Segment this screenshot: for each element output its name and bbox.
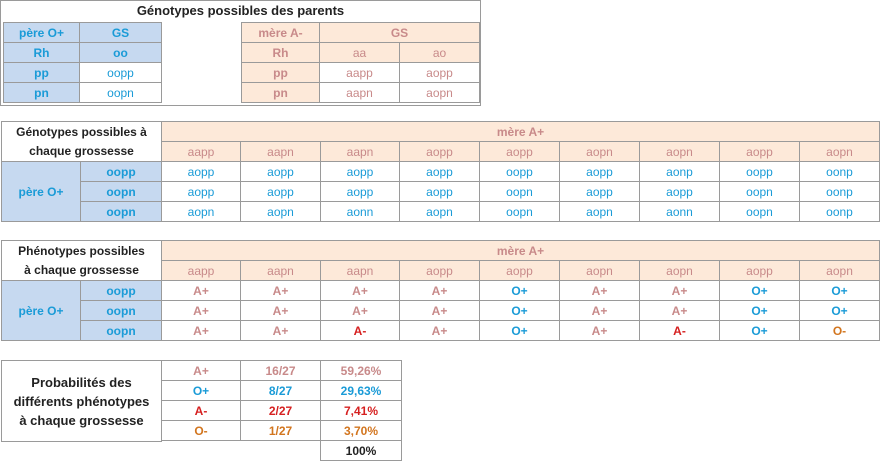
genotype-cell: oonp xyxy=(800,162,880,182)
genotype-cell: aopp xyxy=(560,182,640,202)
mother-gs-header: GS xyxy=(320,23,480,43)
father-genotype-row: oopn xyxy=(81,202,162,222)
offspring-genotypes-table xyxy=(1,121,880,222)
phenotype-cell: O+ xyxy=(800,281,880,301)
mother-genotype-col: aopn xyxy=(560,261,640,281)
genotype-cell: oopn xyxy=(720,182,800,202)
phenotype-cell: A- xyxy=(640,321,720,341)
genotype-cell: aopn xyxy=(560,202,640,222)
father-label: père O+ xyxy=(2,281,81,341)
phenotype-cell: A+ xyxy=(640,301,720,321)
mother-row-label: Rh xyxy=(242,43,320,63)
genotype-cell: aopp xyxy=(162,162,241,182)
phenotype-cell: O+ xyxy=(800,301,880,321)
mother-header: mère A- xyxy=(242,23,320,43)
phenotype-label: O- xyxy=(162,421,241,441)
mother-genotype-col: aopp xyxy=(400,261,480,281)
phenotype-cell: A+ xyxy=(560,301,640,321)
phenotype-cell: O+ xyxy=(720,321,800,341)
probability-percent: 3,70% xyxy=(321,421,402,441)
mother-genotype-col: aapn xyxy=(241,142,321,162)
phenotype-cell: O+ xyxy=(480,321,560,341)
phenotypes-section-title xyxy=(2,241,162,281)
mother-cell: aa xyxy=(320,43,400,63)
mother-genotype-col: aopn xyxy=(560,142,640,162)
genotype-cell: oopp xyxy=(480,162,560,182)
father-row-label: pp xyxy=(4,63,80,83)
genotype-cell: aopp xyxy=(321,182,400,202)
phenotype-cell: A+ xyxy=(162,281,241,301)
mother-genotype-col: aopp xyxy=(720,261,800,281)
probabilities-table xyxy=(161,360,402,461)
mother-row-label: pp xyxy=(242,63,320,83)
phenotype-cell: A+ xyxy=(400,321,480,341)
empty-cell xyxy=(162,441,241,461)
mother-genotype-col: aapn xyxy=(321,142,400,162)
genotype-cell: oopn xyxy=(480,202,560,222)
probabilities-label-box xyxy=(1,360,162,442)
mother-cell: aopn xyxy=(400,83,480,103)
phenotype-cell: O+ xyxy=(480,301,560,321)
phenotype-cell: O+ xyxy=(480,281,560,301)
probability-fraction: 8/27 xyxy=(241,381,321,401)
phenotype-cell: O+ xyxy=(720,301,800,321)
genotype-cell: oonp xyxy=(800,202,880,222)
genotypes-title-line1: Génotypes possibles à xyxy=(16,124,147,139)
genotype-cell: oopn xyxy=(720,202,800,222)
father-header: père O+ xyxy=(4,23,80,43)
probabilities-label-line1: Probabilités des xyxy=(31,374,132,390)
mother-genotype-col: aopn xyxy=(640,261,720,281)
phenotype-cell: A- xyxy=(321,321,400,341)
mother-genotype-col: aopp xyxy=(400,142,480,162)
genotypes-title-line2: chaque grossesse xyxy=(29,143,134,158)
mother-genotype-col: aopn xyxy=(800,261,880,281)
father-row-label: Rh xyxy=(4,43,80,63)
mother-genotype-col: aopn xyxy=(800,142,880,162)
phenotype-cell: A+ xyxy=(241,281,321,301)
genotype-cell: aonn xyxy=(321,202,400,222)
phenotype-cell: O- xyxy=(800,321,880,341)
phenotype-cell: A+ xyxy=(400,281,480,301)
father-cell: oopp xyxy=(80,63,162,83)
empty-cell xyxy=(241,441,321,461)
phenotype-cell: A+ xyxy=(241,301,321,321)
father-cell: oopn xyxy=(80,83,162,103)
mother-genotype-col: aapp xyxy=(162,261,241,281)
genotype-cell: aonp xyxy=(640,162,720,182)
father-cell: oo xyxy=(80,43,162,63)
genotype-cell: oopp xyxy=(720,162,800,182)
probability-percent: 29,63% xyxy=(321,381,402,401)
probability-fraction: 16/27 xyxy=(241,361,321,381)
phenotypes-title-line2: à chaque grossesse xyxy=(24,262,139,277)
mother-genotype-col: aapn xyxy=(321,261,400,281)
phenotype-label: O+ xyxy=(162,381,241,401)
father-genotype-row: oopn xyxy=(81,182,162,202)
father-row-label: pn xyxy=(4,83,80,103)
probabilities-label-line2: différents phénotypes xyxy=(13,393,150,409)
genotype-cell: aopp xyxy=(241,182,321,202)
phenotype-label: A+ xyxy=(162,361,241,381)
father-gs-header: GS xyxy=(80,23,162,43)
phenotypes-title-line1: Phénotypes possibles xyxy=(18,243,145,258)
probability-fraction: 1/27 xyxy=(241,421,321,441)
mother-genotype-col: aopp xyxy=(480,261,560,281)
mother-label: mère A+ xyxy=(162,241,880,261)
genotype-cell: aopp xyxy=(162,182,241,202)
father-genotype-row: oopp xyxy=(81,281,162,301)
father-genotype-table xyxy=(3,22,162,103)
mother-label: mère A+ xyxy=(162,122,880,142)
probability-percent: 59,26% xyxy=(321,361,402,381)
phenotype-cell: O+ xyxy=(720,281,800,301)
genotype-cell: aopp xyxy=(241,162,321,182)
phenotype-cell: A+ xyxy=(321,281,400,301)
mother-genotype-col: aopn xyxy=(640,142,720,162)
father-label: père O+ xyxy=(2,162,81,222)
genotype-cell: aopn xyxy=(241,202,321,222)
mother-row-label: pn xyxy=(242,83,320,103)
mother-cell: aapn xyxy=(320,83,400,103)
genotype-cell: oopn xyxy=(480,182,560,202)
phenotype-cell: A+ xyxy=(162,321,241,341)
genotype-cell: aonn xyxy=(640,202,720,222)
father-genotype-row: oopn xyxy=(81,321,162,341)
mother-cell: ao xyxy=(400,43,480,63)
mother-genotype-col: aapn xyxy=(241,261,321,281)
phenotype-cell: A+ xyxy=(560,281,640,301)
mother-genotype-col: aopp xyxy=(720,142,800,162)
genotype-cell: oonp xyxy=(800,182,880,202)
father-genotype-row: oopn xyxy=(81,301,162,321)
mother-genotype-table xyxy=(241,22,480,103)
phenotype-cell: A+ xyxy=(321,301,400,321)
father-genotype-row: oopp xyxy=(81,162,162,182)
genotypes-section-title xyxy=(2,122,162,162)
phenotype-cell: A+ xyxy=(560,321,640,341)
genotype-cell: aopp xyxy=(640,182,720,202)
probabilities-label-line3: à chaque grossesse xyxy=(19,412,144,428)
genotype-cell: aopp xyxy=(560,162,640,182)
mother-cell: aapp xyxy=(320,63,400,83)
phenotype-cell: A+ xyxy=(162,301,241,321)
genotype-cell: aopp xyxy=(321,162,400,182)
genotype-cell: aopp xyxy=(400,162,480,182)
probability-percent: 7,41% xyxy=(321,401,402,421)
genotype-cell: aopn xyxy=(400,202,480,222)
genotype-cell: aopn xyxy=(162,202,241,222)
probability-fraction: 2/27 xyxy=(241,401,321,421)
mother-cell: aopp xyxy=(400,63,480,83)
mother-genotype-col: aapp xyxy=(162,142,241,162)
offspring-phenotypes-table xyxy=(1,240,880,341)
phenotype-label: A- xyxy=(162,401,241,421)
phenotype-cell: A+ xyxy=(241,321,321,341)
probability-total: 100% xyxy=(321,441,402,461)
genotype-cell: aopp xyxy=(400,182,480,202)
mother-genotype-col: aopp xyxy=(480,142,560,162)
phenotype-cell: A+ xyxy=(640,281,720,301)
phenotype-cell: A+ xyxy=(400,301,480,321)
parents-genotypes-title: Génotypes possibles des parents xyxy=(0,0,481,21)
